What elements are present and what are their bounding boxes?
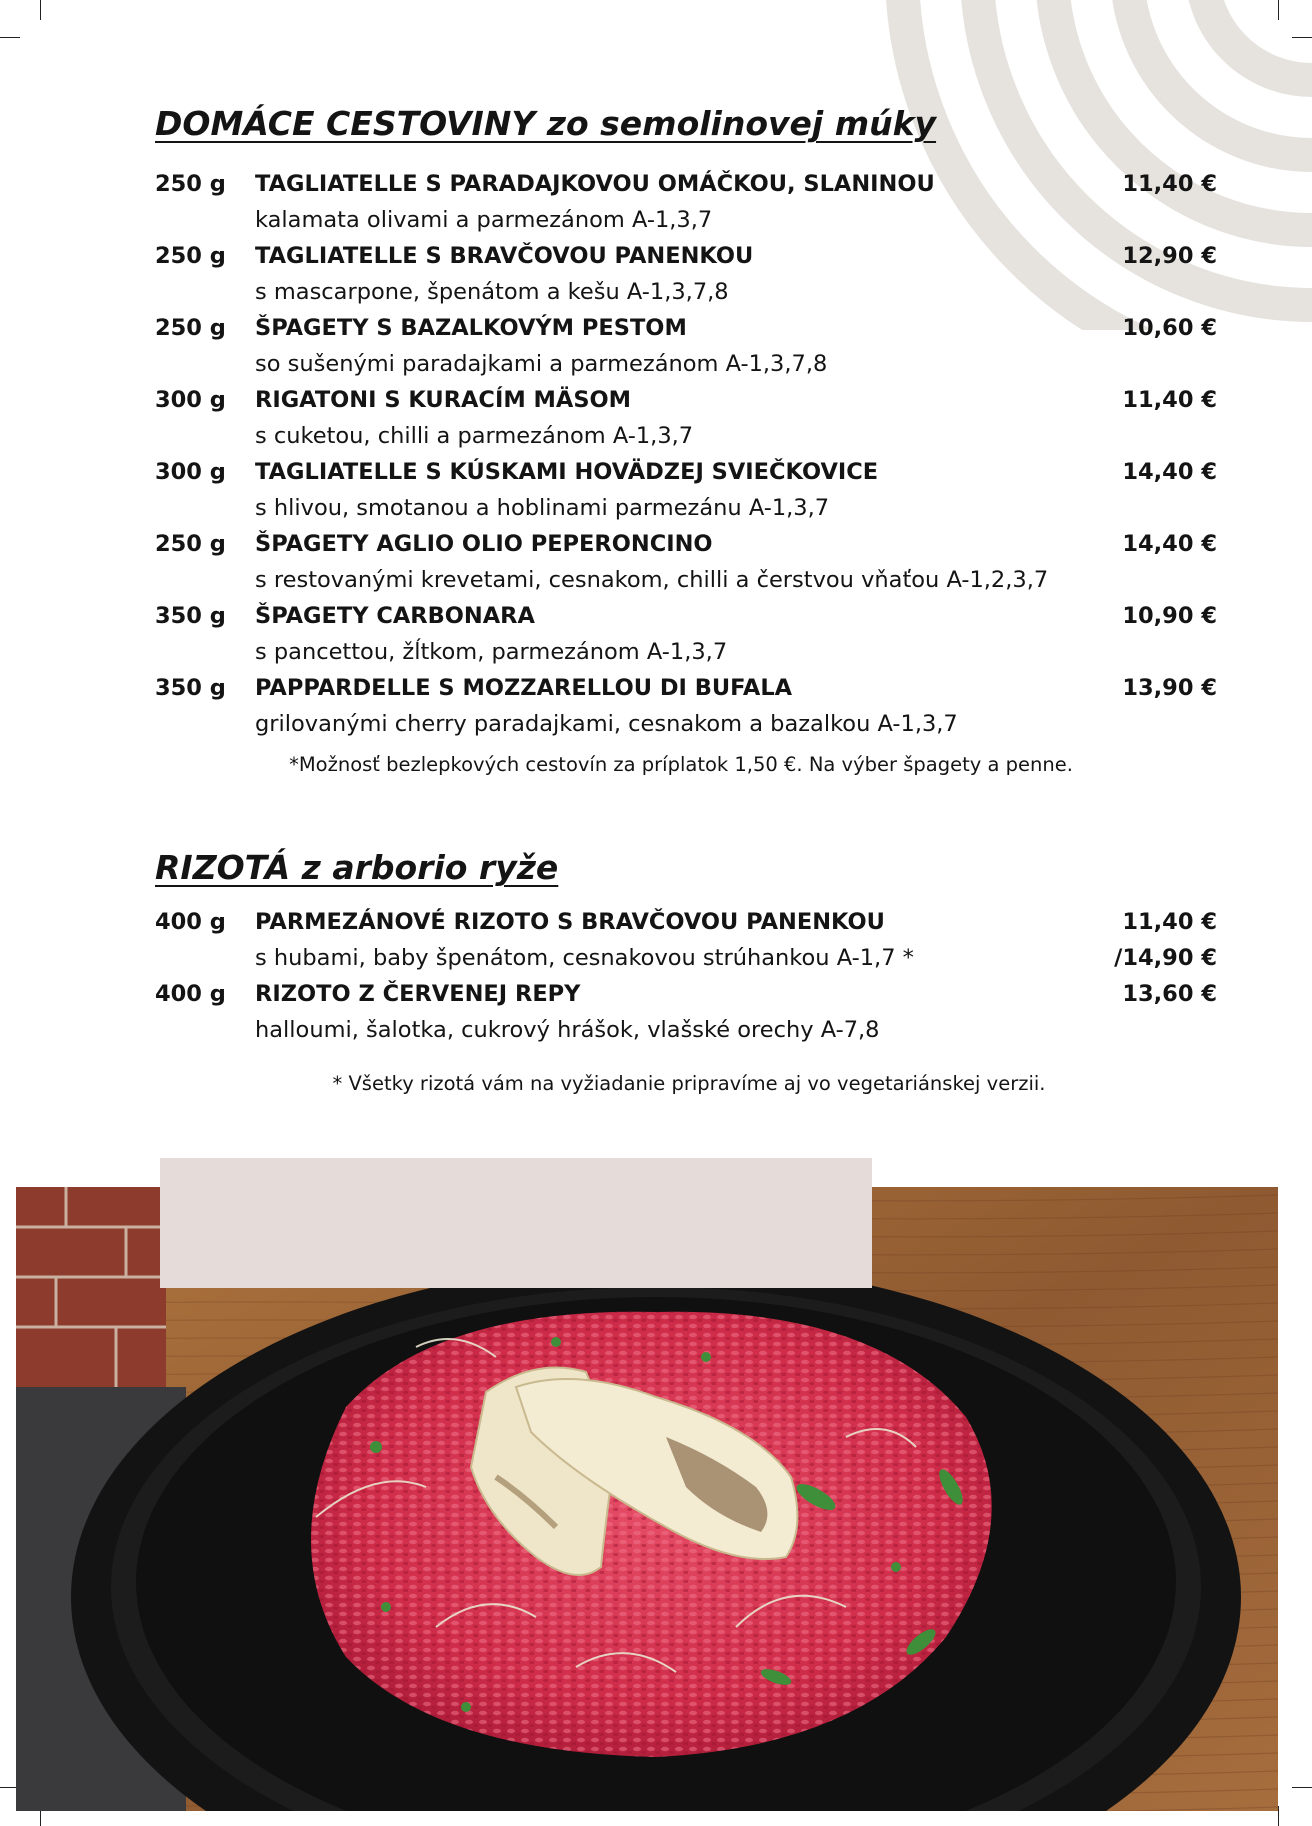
item-name: RIGATONI S KURACÍM MÄSOM xyxy=(255,387,632,413)
item-weight: 300 g xyxy=(155,459,226,485)
vegetarian-note: * Všetky rizotá vám na vyžiadanie pripravíme aj vo vegetariánskej verzii. xyxy=(332,1072,1046,1095)
item-description-row xyxy=(155,706,1217,742)
item-price: 11,40 € xyxy=(1122,387,1217,413)
menu-item xyxy=(155,310,1217,382)
item-name: ŠPAGETY S BAZALKOVÝM PESTOM xyxy=(255,315,687,341)
item-price: 14,40 € xyxy=(1122,459,1217,485)
menu-item xyxy=(155,598,1217,670)
item-name: ŠPAGETY AGLIO OLIO PEPERONCINO xyxy=(255,531,713,557)
gluten-free-note: *Možnosť bezlepkových cestovín za príplatok 1,50 €. Na výber špagety a penne. xyxy=(289,753,1073,776)
item-header-row xyxy=(155,670,1217,706)
item-header-row xyxy=(155,976,1217,1012)
item-description: kalamata olivami a parmezánom A-1,3,7 xyxy=(255,207,713,233)
item-description-row xyxy=(155,490,1217,526)
crop-mark xyxy=(40,0,41,20)
pasta-menu-list xyxy=(155,166,1217,742)
item-name: TAGLIATELLE S PARADAJKOVOU OMÁČKOU, SLANINOU xyxy=(255,171,935,197)
item-name: TAGLIATELLE S BRAVČOVOU PANENKOU xyxy=(255,243,754,269)
item-weight: 350 g xyxy=(155,603,226,629)
item-description-row xyxy=(155,562,1217,598)
menu-item xyxy=(155,238,1217,310)
menu-item xyxy=(155,454,1217,526)
item-description-row xyxy=(155,1012,1217,1048)
item-header-row xyxy=(155,454,1217,490)
menu-item xyxy=(155,976,1217,1048)
item-description-row xyxy=(155,274,1217,310)
item-weight: 300 g xyxy=(155,387,226,413)
item-price: 14,40 € xyxy=(1122,531,1217,557)
item-description: s cuketou, chilli a parmezánom A-1,3,7 xyxy=(255,423,694,449)
item-header-row xyxy=(155,598,1217,634)
item-header-row xyxy=(155,310,1217,346)
decorative-arc xyxy=(1202,0,1312,80)
photo-label-box xyxy=(160,1158,872,1288)
item-name: RIZOTO Z ČERVENEJ REPY xyxy=(255,981,581,1007)
item-header-row xyxy=(155,382,1217,418)
item-price: 13,90 € xyxy=(1122,675,1217,701)
menu-item xyxy=(155,670,1217,742)
crop-mark xyxy=(0,37,20,38)
item-description: s pancettou, žĺtkom, parmezánom A-1,3,7 xyxy=(255,639,728,665)
item-price: 10,60 € xyxy=(1122,315,1217,341)
item-header-row xyxy=(155,904,1217,940)
crop-mark xyxy=(1292,1787,1312,1788)
risotto-menu-list xyxy=(155,904,1217,1048)
item-price: 10,90 € xyxy=(1122,603,1217,629)
item-description: grilovanými cherry paradajkami, cesnakom a bazalkou A-1,3,7 xyxy=(255,711,958,737)
menu-item xyxy=(155,382,1217,454)
menu-item xyxy=(155,904,1217,976)
item-header-row xyxy=(155,526,1217,562)
item-price: 11,40 € xyxy=(1122,909,1217,935)
menu-item xyxy=(155,526,1217,598)
item-name: PARMEZÁNOVÉ RIZOTO S BRAVČOVOU PANENKOU xyxy=(255,909,885,935)
item-description-row xyxy=(155,634,1217,670)
item-price: 12,90 € xyxy=(1122,243,1217,269)
item-weight: 350 g xyxy=(155,675,226,701)
item-description: s mascarpone, špenátom a kešu A-1,3,7,8 xyxy=(255,279,729,305)
item-description: s hubami, baby špenátom, cesnakovou strúhankou A-1,7 * xyxy=(255,945,914,971)
pasta-section-title: DOMÁCE CESTOVINY zo semolinovej múky xyxy=(155,104,937,143)
menu-item xyxy=(155,166,1217,238)
item-weight: 250 g xyxy=(155,315,226,341)
item-description: s hlivou, smotanou a hoblinami parmezánu A-1,3,7 xyxy=(255,495,830,521)
item-description-row xyxy=(155,346,1217,382)
item-name: ŠPAGETY CARBONARA xyxy=(255,603,535,629)
item-header-row xyxy=(155,166,1217,202)
item-description: s restovanými krevetami, cesnakom, chilli a čerstvou vňaťou A-1,2,3,7 xyxy=(255,567,1049,593)
item-weight: 400 g xyxy=(155,909,226,935)
brick-wall xyxy=(16,1187,166,1387)
crop-mark xyxy=(1278,1806,1279,1826)
item-weight: 250 g xyxy=(155,243,226,269)
item-name: PAPPARDELLE S MOZZARELLOU DI BUFALA xyxy=(255,675,793,701)
item-weight: 250 g xyxy=(155,171,226,197)
item-name: TAGLIATELLE S KÚSKAMI HOVÄDZEJ SVIEČKOVICE xyxy=(255,459,879,485)
item-weight: 250 g xyxy=(155,531,226,557)
item-header-row xyxy=(155,238,1217,274)
item-price: 13,60 € xyxy=(1122,981,1217,1007)
item-description-row xyxy=(155,202,1217,238)
risotto-section-title: RIZOTÁ z arborio ryže xyxy=(155,848,559,887)
item-description-row xyxy=(155,418,1217,454)
item-alt-price: /14,90 € xyxy=(1114,945,1217,971)
item-price: 11,40 € xyxy=(1122,171,1217,197)
item-weight: 400 g xyxy=(155,981,226,1007)
item-description: so sušenými paradajkami a parmezánom A-1,3,7,8 xyxy=(255,351,828,377)
item-description: halloumi, šalotka, cukrový hrášok, vlašské orechy A-7,8 xyxy=(255,1017,880,1043)
item-description-row xyxy=(155,940,1217,976)
